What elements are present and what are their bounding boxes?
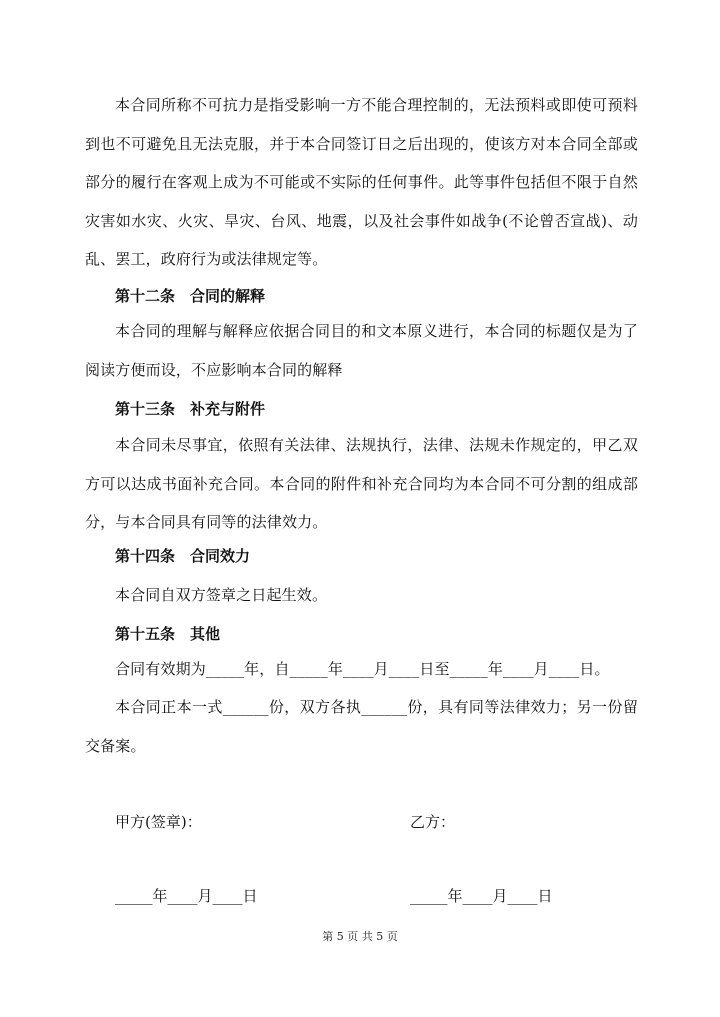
party-a-signature-label: 甲方(签章)： xyxy=(115,813,202,831)
article-14-heading: 第十四条 合同效力 xyxy=(115,547,251,565)
article-13-paragraph: 本合同未尽事宜，依照有关法律、法规执行，法律、法规未作规定的，甲乙双方可以达成书面补充合同。本合同的附件和补充合同均为本合同不可分割的组成部分，与本合同具有同等的法律效力。 xyxy=(85,436,638,531)
force-majeure-paragraph: 本合同所称不可抗力是指受影响一方不能合理控制的，无法预料或即使可预料到也不可避免且无法克服，并于本合同签订日之后出现的，使该方对本合同全部或部分的履行在客观上成为不可能或不实际的任何事件。此等事件包括但不限于自然灾害如水灾、火灾、旱灾、台风、地震，以及社会事件如战争(不论曾否宣战)、动乱、罢工，政府行为或法律规定等。 xyxy=(85,96,638,268)
article-13-heading: 第十三条 补充与附件 xyxy=(115,400,266,418)
contract-copies-paragraph: 本合同正本一式______份，双方各执______份，具有同等法律效力；另一份留交备案。 xyxy=(85,698,638,755)
party-b-date-line: _____年____月____日 xyxy=(410,887,553,905)
article-12-paragraph: 本合同的理解与解释应依据合同目的和文本原义进行，本合同的标题仅是为了阅读方便而设，不应影响本合同的解释 xyxy=(85,322,638,379)
party-b-signature-label: 乙方： xyxy=(410,813,456,831)
party-a-date-line: _____年____月____日 xyxy=(115,887,258,905)
article-14-paragraph: 本合同自双方签章之日起生效。 xyxy=(115,586,328,604)
article-15-heading: 第十五条 其他 xyxy=(115,625,221,643)
page-number-footer: 第 5 页 共 5 页 xyxy=(322,930,398,943)
article-12-heading: 第十二条 合同的解释 xyxy=(115,287,266,305)
contract-term-paragraph: 合同有效期为_____年，自_____年____月____日至_____年____月____日。 xyxy=(115,660,610,678)
